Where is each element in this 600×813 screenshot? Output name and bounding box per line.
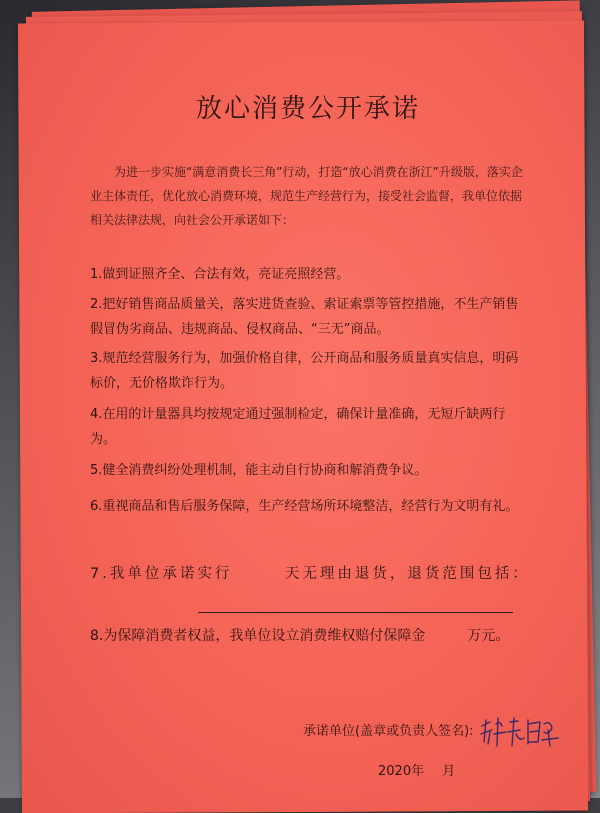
commitment-item-8: 8.为保障消费者权益，我单位设立消费维权赔付保障金 万元。 [90,628,510,644]
commitment-item-7: 7.我单位承诺实行 天无理由退货，退货范围包括： [90,566,530,582]
commitment-item-2: 2.把好销售商品质量关，落实进货查验、索证索票等管控措施，不生产销售假冒伪劣商品、违规商品、侵权商品、“三无”商品。 [90,297,519,337]
document-title: 放心消费公开承诺 [195,94,420,124]
intro-paragraph: 为进一步实施“满意消费长三角”行动，打造“放心消费在浙江”升级版，落实企业主体责任，优化放心消费环境，规范生产经营行为，接受社会监督，我单位依据相关法律法规，向社会公开承诺如下： [90,165,523,227]
commitment-document [78,0,538,798]
signature-label: 承诺单位(盖章或负责人签名): [303,724,474,739]
commitment-item-1: 1.做到证照齐全、合法有效，亮证亮照经营。 [90,267,350,282]
commitment-item-5: 5.健全消费纠纷处理机制，能主动自行协商和解消费争议。 [90,463,428,478]
refund-scope-blank-line [198,612,513,613]
commitment-item-4: 4.在用的计量器具均按规定通过强制检定，确保计量准确，无短斤缺两行为。 [90,407,506,447]
handwritten-signature [478,712,564,752]
commitment-item-3: 3.规范经营服务行为，加强价格自律，公开商品和服务质量真实信息，明码标价，无价格欺诈行为。 [90,351,519,391]
commitment-item-6: 6.重视商品和售后服务保障，生产经营场所环境整洁，经营行为文明有礼。 [90,499,519,514]
document-date: 2020年 月 [378,764,456,779]
